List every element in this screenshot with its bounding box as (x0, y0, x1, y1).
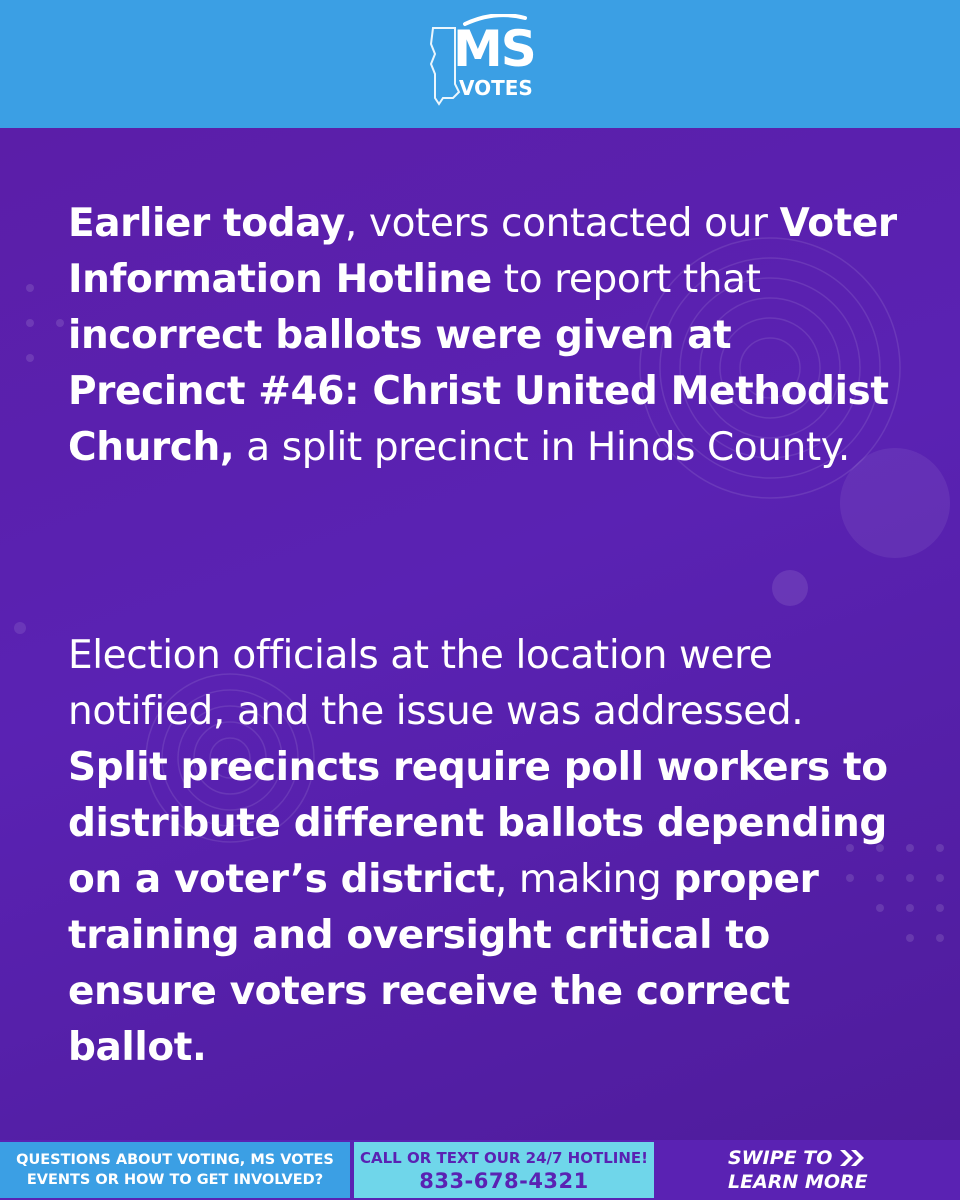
incident-paragraph (68, 196, 898, 476)
text-split-precincts-require: Split precincts require poll workers to distribute different ballots depending on a voter’s district (68, 745, 888, 902)
hotline-box[interactable] (354, 1142, 654, 1198)
text-voters-contacted: , voters contacted our (344, 201, 780, 246)
text-making: , making (494, 857, 674, 902)
swipe-line-1: SWIPE TO (728, 1147, 833, 1169)
logo-ms-text: MS (453, 20, 535, 78)
text-to-report: to report that (491, 257, 761, 302)
questions-box (0, 1142, 350, 1198)
text-incorrect-ballots: incorrect ballots were given at Precinct #46: Christ United Methodist Church, (68, 313, 889, 470)
text-officials-notified: Election officials at the location were notified, and the issue was addressed. (68, 633, 804, 734)
text-split-precinct: a split precinct in Hinds County. (234, 425, 850, 470)
questions-line-1: QUESTIONS ABOUT VOTING, MS VOTES (16, 1152, 334, 1168)
header-bar (0, 0, 960, 128)
swipe-to-learn-more[interactable] (728, 1142, 928, 1198)
hotline-label: CALL OR TEXT OUR 24/7 HOTLINE! (359, 1149, 648, 1167)
questions-line-2: EVENTS OR HOW TO GET INVOLVED? (26, 1172, 324, 1188)
resolution-paragraph (68, 628, 898, 1076)
footer-bar (0, 1140, 960, 1200)
text-proper-training: proper training and oversight critical to ensure voters receive the correct ballot. (68, 857, 819, 1070)
text-earlier-today: Earlier today (68, 201, 345, 246)
ms-votes-logo[interactable] (425, 14, 535, 114)
double-chevron-right-icon (838, 1148, 868, 1168)
logo-votes-text: VOTES (459, 76, 533, 100)
text-hotline-name: Voter Information Hotline (68, 201, 897, 302)
main-content (0, 128, 960, 1140)
swipe-line-2: LEARN MORE (728, 1171, 868, 1193)
hotline-number[interactable]: 833-678-4321 (419, 1169, 589, 1193)
